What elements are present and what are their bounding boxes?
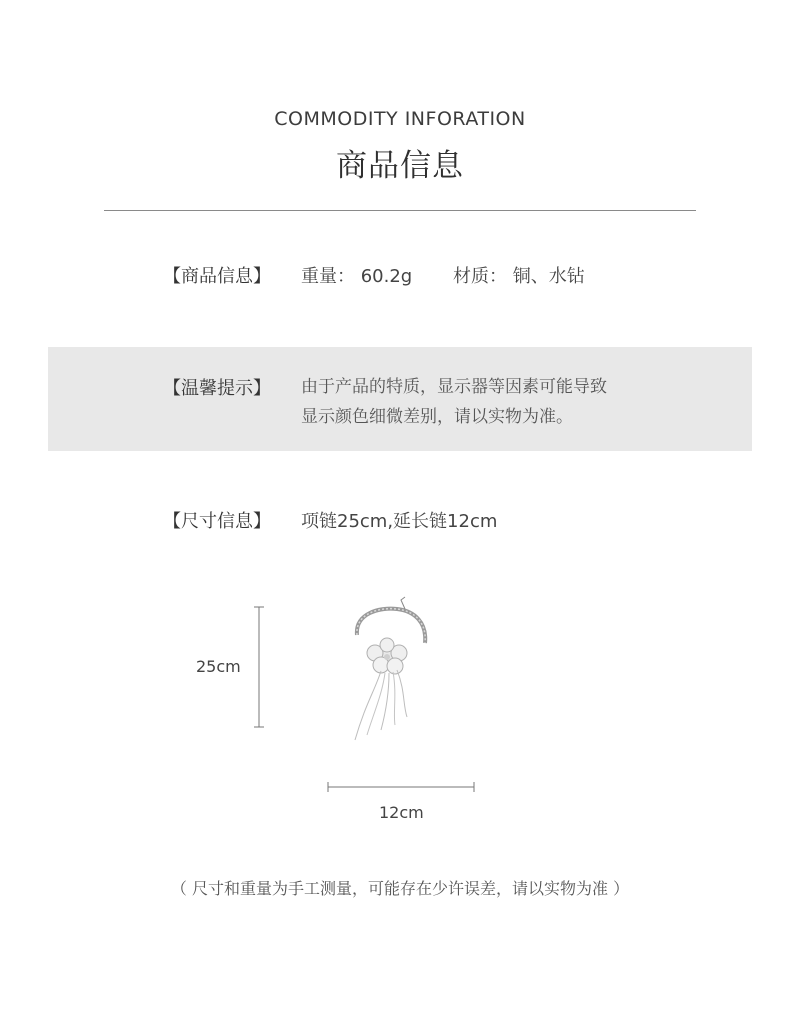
section-title-cn: 商品信息	[336, 148, 464, 184]
material-value: 材质： 铜、水钻	[453, 266, 585, 287]
weight-value: 重量： 60.2g	[301, 266, 413, 287]
title-divider	[104, 210, 696, 211]
necklace-image	[335, 595, 445, 750]
height-dimension-label: 25cm	[196, 657, 241, 676]
measurement-note: （ 尺寸和重量为手工测量，可能存在少许误差，请以实物为准 ）	[170, 879, 630, 898]
notice-line-1: 由于产品的特质，显示器等因素可能导致	[301, 377, 607, 397]
size-info-label: 【尺寸信息】	[163, 511, 271, 532]
notice-line-2: 显示颜色细微差别，请以实物为准。	[301, 407, 573, 427]
product-info-label: 【商品信息】	[163, 266, 271, 287]
width-dimension-label: 12cm	[379, 803, 424, 822]
size-info-value: 项链25cm,延长链12cm	[301, 511, 498, 532]
height-dimension-line	[250, 600, 270, 735]
width-dimension-line	[322, 779, 482, 795]
section-title-en: COMMODITY INFORATION	[274, 108, 526, 130]
notice-label: 【温馨提示】	[163, 378, 271, 399]
